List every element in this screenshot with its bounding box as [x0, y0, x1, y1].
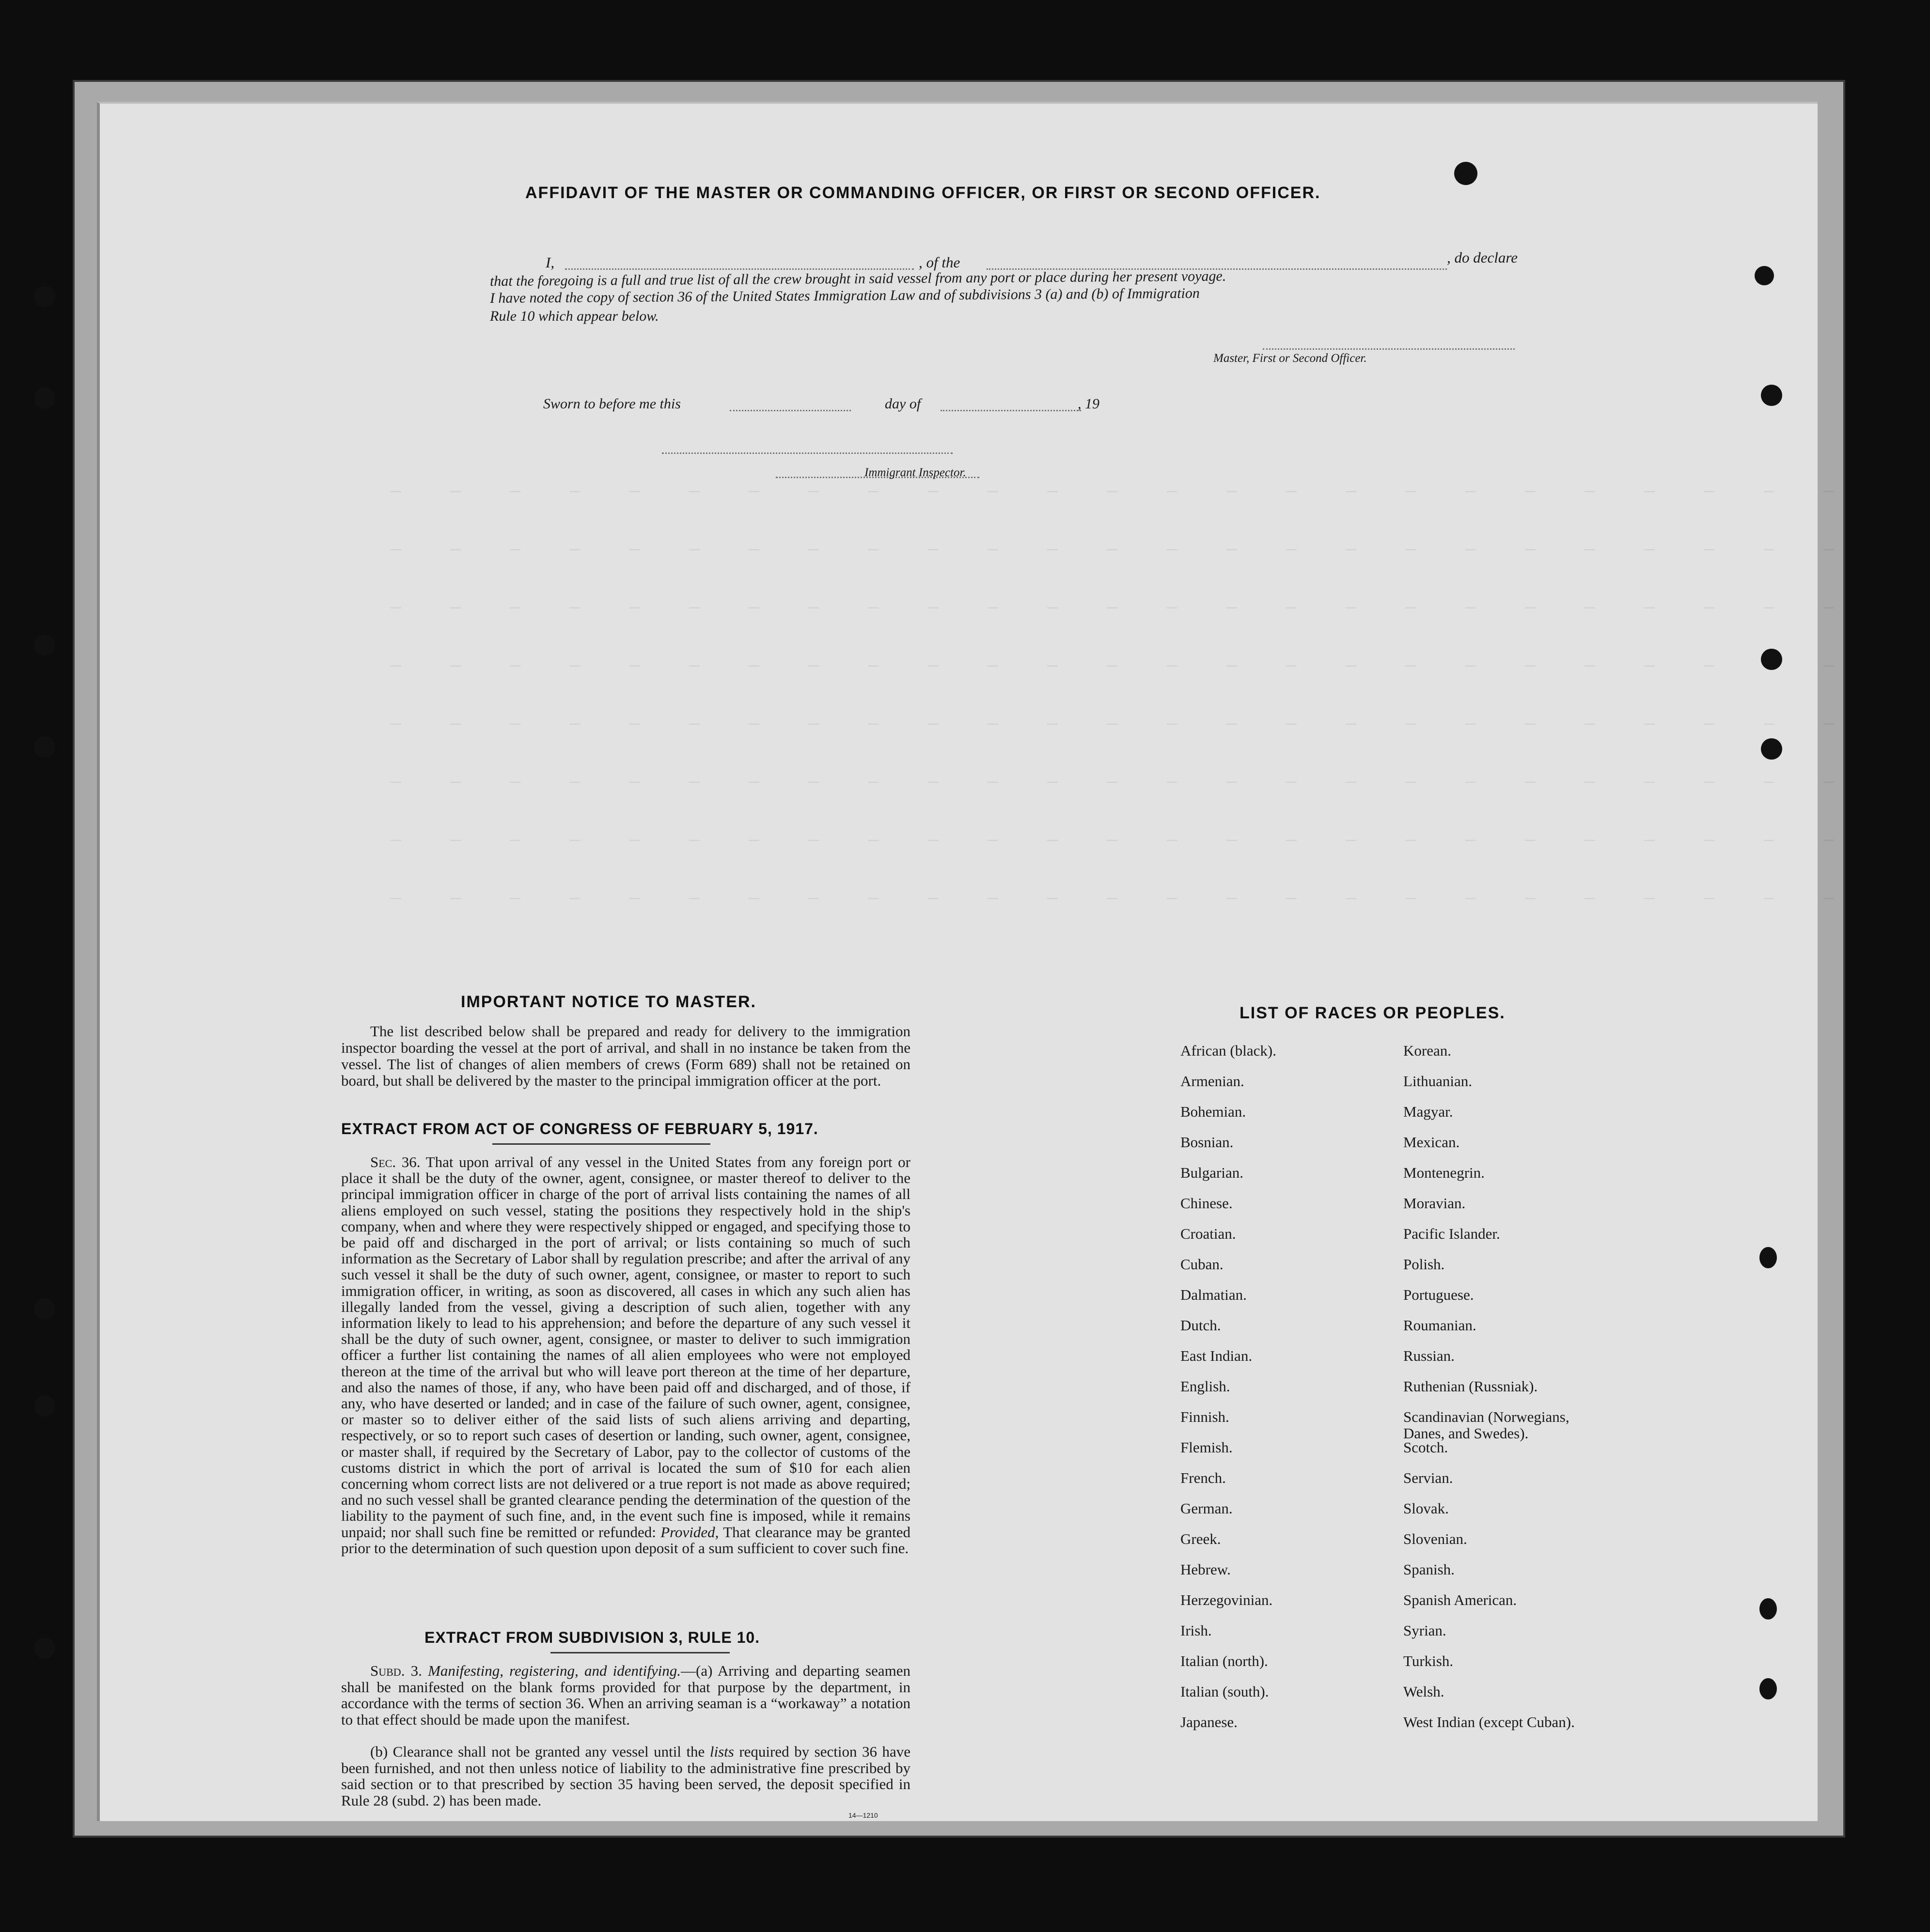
race-item: Polish.	[1403, 1256, 1445, 1273]
section-36-end: That clearance may be granted prior to the determination of such question upon deposit of a sum sufficient to cover such fine.	[341, 1523, 911, 1557]
bleed-through-text: — — — — — — — — — — — — — — — — — — — — — — — — —	[391, 540, 1853, 560]
race-item: Welsh.	[1403, 1683, 1444, 1700]
master-signature-line	[1263, 348, 1515, 350]
bleed-through-text: — — — — — — — — — — — — — — — — — — — — — — — — —	[391, 772, 1853, 792]
race-item: Cuban.	[1180, 1256, 1224, 1273]
bleed-through-text: — — — — — — — — — — — — — — — — — — — — — — — — —	[391, 656, 1853, 676]
subd-label: Subd. 3.	[370, 1662, 422, 1679]
bleed-through-text: — — — — — — — — — — — — — — — — — — — — — — — — —	[391, 598, 1853, 618]
punch-hole	[1761, 738, 1782, 760]
bleed-through-text: — — — — — — — — — — — — — — — — — — — — — — — — —	[391, 830, 1853, 850]
race-item: Hebrew.	[1180, 1561, 1231, 1578]
binder-hole	[34, 635, 55, 656]
subd-para-a: —(a) Arriving and departing seamen shall be manifested on the blank forms provided for that purpose by the department, in accordance with the terms of section 36. When an arriving seaman is a “workaway” a notation to that effect should be made upon the manifest.	[341, 1662, 910, 1728]
race-item: Roumanian.	[1403, 1317, 1476, 1334]
race-item: Turkish.	[1403, 1652, 1454, 1669]
race-item: Lithuanian.	[1403, 1073, 1473, 1090]
race-item: Dutch.	[1180, 1317, 1221, 1334]
bleed-through-text: — — — — — — — — — — — — — — — — — — — — — — — — —	[391, 714, 1853, 734]
race-item: Mexican.	[1403, 1134, 1460, 1151]
notice-title: IMPORTANT NOTICE TO MASTER.	[461, 993, 756, 1011]
race-item: Pacific Islander.	[1403, 1225, 1500, 1242]
punch-hole	[1759, 1598, 1777, 1620]
punch-hole	[1761, 385, 1782, 406]
subd-para-b-end: required by section 36 have been furnished, and not then unless notice of liability to the administrative fine prescribed by said section or to that prescribed by section 35 having been served, the deposit specified in Rule 28 (subd. 2) has been made.	[341, 1743, 911, 1809]
bleed-through-text: — — — — — — — — — — — — — — — — — — — — — — — — —	[391, 888, 1853, 908]
affidavit-line-3: I have noted the copy of section 36 of the United States Immigration Law and of subdivisions 3 (a) and (b) of Immigration	[489, 285, 1200, 306]
punch-hole	[1759, 1678, 1777, 1699]
race-item: German.	[1180, 1500, 1233, 1517]
punch-hole	[1759, 1247, 1777, 1268]
section-36-text	[341, 1154, 910, 1556]
year-label: , 19	[1078, 396, 1099, 412]
rule-title-rule	[550, 1652, 730, 1653]
act-title-rule	[492, 1143, 710, 1145]
binder-hole	[34, 388, 55, 409]
race-item: Greek.	[1180, 1530, 1221, 1547]
subdivision-a-text	[341, 1663, 910, 1728]
race-item: East Indian.	[1180, 1347, 1253, 1364]
race-item: Moravian.	[1403, 1195, 1466, 1212]
affidavit-title: AFFIDAVIT OF THE MASTER OR COMMANDING OFFICER, OR FIRST OR SECOND OFFICER.	[525, 184, 1321, 202]
races-column-2	[1403, 1043, 1655, 1745]
race-item: Bohemian.	[1180, 1103, 1246, 1120]
race-item: Magyar.	[1403, 1103, 1453, 1120]
race-item: Portuguese.	[1403, 1286, 1474, 1303]
race-item: Russian.	[1403, 1347, 1455, 1364]
race-item: African (black).	[1180, 1042, 1276, 1059]
master-signature-label: Master, First or Second Officer.	[1213, 352, 1367, 365]
race-item: Bosnian.	[1180, 1134, 1234, 1151]
binder-hole	[34, 1395, 55, 1417]
races-column-1	[1180, 1043, 1394, 1745]
race-item: English.	[1180, 1378, 1230, 1395]
sworn-label: Sworn to before me this	[543, 396, 681, 412]
race-item: Herzegovinian.	[1180, 1591, 1273, 1608]
affidavit-of-the-label: , of the	[919, 254, 960, 271]
section-36-label: Sec. 36.	[370, 1153, 421, 1170]
race-item: Syrian.	[1403, 1622, 1446, 1639]
rule-extract-title: EXTRACT FROM SUBDIVISION 3, RULE 10.	[424, 1629, 760, 1646]
bleed-through-text: — — — — — — — — — — — — — — — — — — — — — — — — —	[391, 482, 1853, 501]
subd-heading: Manifesting, registering, and identifying.	[428, 1662, 681, 1679]
race-item: Italian (south).	[1180, 1683, 1269, 1700]
race-item: Croatian.	[1180, 1225, 1236, 1242]
race-item: Dalmatian.	[1180, 1286, 1247, 1303]
affidavit-line-4: Rule 10 which appear below.	[490, 308, 659, 324]
race-item: Scandinavian (Norwegians, Danes, and Swedes).	[1403, 1408, 1569, 1442]
race-item: Irish.	[1180, 1622, 1212, 1639]
race-item: French.	[1180, 1469, 1226, 1486]
affidavit-line-2: that the foregoing is a full and true list of all the crew brought in said vessel from any port or place during her present voyage.	[489, 268, 1226, 289]
subd-para-b-lists: lists	[709, 1743, 734, 1760]
race-item: Armenian.	[1180, 1073, 1244, 1090]
race-item: Chinese.	[1180, 1195, 1233, 1212]
affidavit-I-label: I,	[546, 254, 555, 271]
race-item: Finnish.	[1180, 1408, 1229, 1425]
race-item: Flemish.	[1180, 1439, 1233, 1456]
sworn-month-line	[941, 410, 1081, 411]
race-item: Scotch.	[1403, 1439, 1448, 1456]
binder-hole	[34, 736, 55, 758]
subdivision-b-text	[341, 1744, 910, 1808]
manifest-page	[97, 102, 1853, 1821]
name-blank-line	[565, 268, 914, 270]
race-item: Italian (north).	[1180, 1652, 1268, 1669]
race-item: Korean.	[1403, 1042, 1451, 1059]
punch-hole	[1755, 266, 1774, 285]
race-item: Slovenian.	[1403, 1530, 1467, 1547]
races-title: LIST OF RACES OR PEOPLES.	[1240, 1004, 1506, 1022]
inspector-label: Immigrant Inspector.	[864, 466, 966, 479]
subd-para-b-start: (b) Clearance shall not be granted any vessel until the	[370, 1743, 705, 1760]
provided-word: Provided,	[660, 1523, 719, 1541]
race-item: Bulgarian.	[1180, 1164, 1243, 1181]
day-of-label: day of	[885, 396, 921, 412]
race-item: Slovak.	[1403, 1500, 1449, 1517]
sworn-day-line	[730, 410, 851, 411]
race-item: Servian.	[1403, 1469, 1453, 1486]
race-item: Montenegrin.	[1403, 1164, 1485, 1181]
binder-hole	[34, 1637, 55, 1659]
notice-text: The list described below shall be prepared and ready for delivery to the immigration inspector boarding the vessel at the port of arrival, and shall in no instance be taken from the vessel. The list of changes of alien members of crews (Form 689) shall not be retained on board, but shall be delivered by the master to the principal immigration officer at the port.	[341, 1023, 910, 1089]
binder-hole	[34, 1298, 55, 1320]
races-list	[1180, 1043, 1665, 1750]
punch-hole	[1454, 162, 1477, 185]
race-item: Japanese.	[1180, 1714, 1238, 1730]
act-extract-title: EXTRACT FROM ACT OF CONGRESS OF FEBRUARY 5, 1917.	[341, 1120, 818, 1137]
binder-hole	[34, 286, 55, 307]
inspector-signature-line	[662, 452, 953, 454]
race-item: Spanish American.	[1403, 1591, 1517, 1608]
race-item: Ruthenian (Russniak).	[1403, 1378, 1538, 1395]
affidavit-declare-label: , do declare	[1447, 249, 1518, 266]
form-number: 14—1210	[848, 1811, 878, 1819]
section-36-body: That upon arrival of any vessel in the United States from any foreign port or place it shall be the duty of the owner, agent, consignee, or master thereof to deliver to the principal immigration officer in charge of the port of arrival lists containing the names of all aliens employed on such vessel, stating the positions they respectively hold in the ship's company, when and where they were respectively shipped or engaged, and specifying those to be paid off and discharged in the port of arrival; or lists containing so much of such information as the Secretary of Labor shall by regulation prescribe; and after the arrival of any such vessel it shall be the duty of such owner, agent, consignee, or master to report to such immigration officer, in writing, as soon as discovered, all cases in which any such alien has illegally landed from the vessel, giving a description of such alien, together with any information likely to lead to his apprehension; and before the departure of any such vessel it shall be the duty of such owner, agent, consignee, or master to deliver to such immigration officer a further list containing the names of all alien employees who were not employed thereon at the time of the arrival but who will leave port thereon at the time of her departure, and also the names of those, if any, who have been paid off and discharged, and of those, if any, who have deserted or landed; and in case of the failure of such owner, agent, consignee, or master so to deliver either of the said lists of such aliens arriving and departing, respectively, or so to report such cases of desertion or landing, such owner, agent, consignee, or master shall, if required by the Secretary of Labor, pay to the collector of customs of the customs district in which the port of arrival is located the sum of $10 for each alien concerning whom correct lists are not delivered or a true report is not made as above required; and no such vessel shall be granted clearance pending the determination of the question of the liability to the payment of such fine, and, in the event such fine is imposed, while it remains unpaid; nor shall such fine be remitted or refunded:	[341, 1153, 910, 1541]
race-item: West Indian (except Cuban).	[1403, 1714, 1575, 1730]
race-item: Spanish.	[1403, 1561, 1455, 1578]
